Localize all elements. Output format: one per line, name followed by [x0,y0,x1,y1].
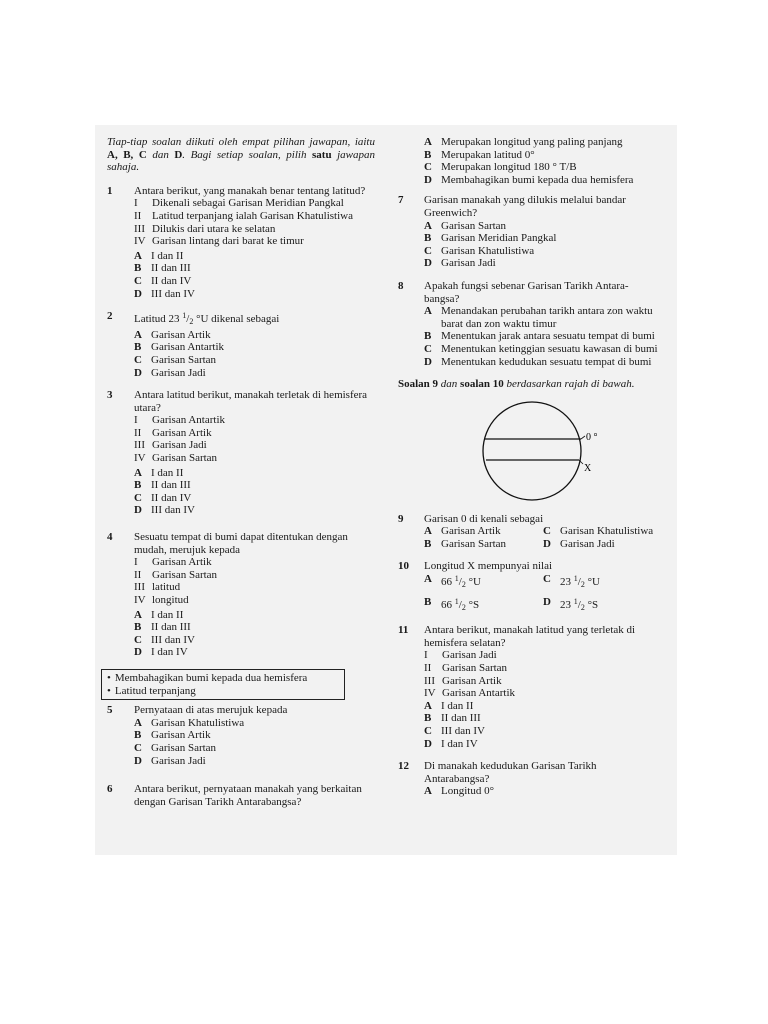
option-text: 23 $^1/_2$ °U [560,574,600,590]
answer-option[interactable] [134,262,375,275]
question-stem: Latitud 23 $^1/_2$ °U dikenal sebagai [134,311,280,327]
option-letter: D [424,173,432,186]
statement-text: Garisan Antartik [152,414,226,427]
question-8 [398,280,662,368]
option-text: II dan III [151,479,191,492]
question-6-options [398,136,662,186]
answer-option[interactable] [424,174,662,187]
statement-text: Garisan Sartan [152,452,218,465]
option-text: Garisan Khatulistiwa [441,244,535,257]
statement-numeral: I [134,197,138,210]
answer-option[interactable] [424,343,662,356]
statement [424,675,662,688]
question-number: 2 [107,310,113,323]
option-letter: D [543,537,551,550]
option-letter: C [134,353,142,366]
option-letter: D [543,595,551,608]
fraction-numerator: 1 [454,574,459,584]
fraction-numerator: 1 [573,574,578,584]
right-column [398,136,662,808]
statement-text: Garisan Artik [152,426,212,439]
instructions-dan: dan [152,148,169,161]
option-letter: A [424,136,432,148]
question-number: 10 [398,560,409,573]
option-letter: C [134,741,142,754]
option-letter: C [424,161,432,174]
instructions-text: Tiap-tiap soalan diikuti oleh empat pilihan jawapan, iaitu [107,136,375,148]
answer-option[interactable] [424,573,543,592]
statement [134,223,375,236]
option-letter: C [134,633,142,646]
question-stem: Garisan 0 di kenali sebagai [424,512,544,525]
answer-option[interactable] [134,492,375,505]
question-4 [107,531,375,659]
option-text: Garisan Khatulistiwa [560,525,654,538]
option-text: I dan II [441,699,474,712]
bullet-icon: • [107,671,111,684]
answer-option[interactable] [134,755,375,768]
statement-text: Dilukis dari utara ke selatan [152,222,276,235]
option-letter: C [134,274,142,287]
instructions-rest: . Bagi setiap soalan, pilih [182,148,307,161]
label-zero: 0 ° [586,431,598,443]
option-text: Membahagikan bumi kepada dua hemisfera [441,173,634,186]
left-column [107,136,375,818]
statement-text: Garisan Jadi [442,649,497,662]
option-text: Merupakan longitud 180 ° T/B [441,161,577,174]
statement [134,452,375,465]
diagram-instruction [398,378,662,391]
question-11 [398,624,662,750]
statement [134,594,375,607]
answer-option[interactable] [134,609,375,622]
option-row [424,573,662,592]
answer-option[interactable] [134,288,375,301]
instructions-satu: satu [312,148,332,161]
option-text: Menentukan jarak antara sesuatu tempat di bumi [441,330,655,343]
answer-option[interactable] [134,467,375,480]
statement-numeral: III [134,581,145,594]
question-stem: Garisan manakah yang dilukis melalui bandar Greenwich? [424,194,626,219]
option-text: Longitud 0° [441,785,494,798]
bullet-item [107,685,339,698]
answer-option[interactable] [424,220,662,233]
statement-numeral: IV [134,235,146,248]
answer-option[interactable] [134,634,375,647]
question-number: 11 [398,624,409,637]
statement-numeral: II [424,662,432,675]
option-text: Garisan Meridian Pangkal [441,232,557,245]
option-text: Garisan Artik [441,525,501,538]
option-letter: A [424,699,432,712]
answer-option[interactable] [134,742,375,755]
stem-text: Latitud 23 [134,313,180,326]
option-letter: A [424,305,432,318]
option-letter: A [134,249,142,262]
option-row [424,538,662,551]
statement [134,414,375,427]
option-text: Garisan Sartan [441,219,507,232]
option-text: Garisan Sartan [151,353,217,366]
option-letter: D [424,257,432,270]
bullet-text: Membahagikan bumi kepada dua hemisfera [114,671,308,684]
option-letter: C [424,244,432,257]
option-letter: A [424,219,432,232]
option-letter: D [424,737,432,750]
statement-numeral: III [424,674,435,687]
option-text: Garisan Artik [151,328,211,341]
bullet-item [107,672,339,685]
option-letter: D [134,754,142,767]
option-text: Garisan Jadi [441,257,496,270]
option-text: Menentukan ketinggian sesuatu kawasan di bumi [441,342,658,355]
value-whole: 23 [560,598,571,611]
option-letter: A [424,525,432,538]
question-number: 3 [107,389,113,402]
answer-option[interactable] [134,621,375,634]
question-number: 5 [107,704,113,717]
question-stem: Antara berikut, manakah latitud yang terletak di hemisfera selatan? [424,624,636,649]
option-text: Garisan Jadi [560,537,615,550]
statement [134,427,375,440]
option-letter: B [424,712,432,725]
question-number: 12 [398,760,409,773]
fraction-denominator: 2 [461,602,466,612]
heading-dan: dan [440,378,458,391]
option-letter: D [134,504,142,517]
question-stem: Antara berikut, yang manakah benar tentang latitud? [134,184,366,197]
option-letter: A [424,573,432,586]
question-number: 9 [398,512,404,525]
option-text: Garisan Antartik [151,341,225,354]
answer-option[interactable] [424,245,662,258]
statement [134,439,375,452]
option-text: I dan II [151,608,184,621]
fraction-numerator: 1 [454,596,459,606]
question-6 [107,783,375,808]
instructions-end: jawapan sahaja. [107,148,375,174]
statement [134,569,375,582]
option-letter: B [134,729,142,742]
question-12 [398,760,662,798]
question-stem: Di manakah kedudukan Garisan Tarikh Antarabangsa? [424,760,597,785]
option-letter: B [134,621,142,634]
statement-numeral: I [134,556,138,569]
option-text: II dan III [151,621,191,634]
option-letter: B [424,148,432,161]
statement-text: Garisan Sartan [442,662,508,675]
answer-option[interactable] [424,538,543,551]
heading-rest: berdasarkan rajah di bawah. [506,378,635,391]
globe-outline [483,402,581,500]
answer-option[interactable] [134,646,375,659]
question-stem: Apakah fungsi sebenar Garisan Tarikh Antara-bangsa? [424,279,629,305]
fraction-denominator: 2 [189,317,194,327]
question-stem: Pernyataan di atas merujuk kepada [134,704,288,717]
question-9 [398,513,662,551]
option-letter: A [424,785,432,798]
answer-option[interactable] [134,717,375,730]
question-2 [107,310,375,379]
option-row [424,596,662,615]
option-letter: C [424,725,432,737]
value-unit: °S [468,598,480,611]
statement-numeral: III [134,222,145,235]
statement [424,687,662,700]
heading-soalan-9: Soalan 9 [398,378,439,391]
answer-option[interactable] [424,257,662,270]
question-stem: Antara berikut, pernyataan manakah yang berkaitan dengan Garisan Tarikh Antarabangsa? [134,783,362,808]
option-letter: A [134,328,142,341]
statement-numeral: I [424,649,428,662]
statement-text: Latitud terpanjang ialah Garisan Khatulistiwa [152,209,353,222]
option-letter: D [134,366,142,379]
question-number: 7 [398,194,404,207]
answer-option[interactable] [424,305,662,330]
option-letter: B [424,330,432,343]
fraction-numerator: 1 [182,311,187,321]
question-10 [398,560,662,614]
option-letter: B [424,595,432,608]
statement [134,210,375,223]
answer-option[interactable] [424,161,662,174]
option-letter: C [134,491,142,504]
question-stem: Longitud X mempunyai nilai [424,560,553,573]
statement-box [101,669,345,700]
instructions [107,136,375,174]
statement-text: Garisan Artik [442,674,502,687]
bullet-icon: • [107,684,111,697]
answer-option[interactable] [424,136,662,149]
question-5 [107,704,375,767]
answer-option[interactable] [424,356,662,369]
option-letter: B [424,537,432,550]
answer-option[interactable] [134,250,375,263]
option-text: II dan IV [151,274,192,287]
option-text: Garisan Khatulistiwa [151,716,245,729]
statement [134,197,375,210]
answer-option[interactable] [134,479,375,492]
value-unit: °S [587,598,599,611]
stem-text: °U dikenal sebagai [196,313,280,326]
statement-numeral: IV [424,687,436,700]
answer-option[interactable] [424,785,662,798]
statement-text: longitud [152,594,189,606]
option-letter: C [543,525,551,538]
question-number: 8 [398,279,404,292]
statement-text: Garisan Artik [152,556,212,569]
option-text: 23 $^1/_2$ °S [560,596,599,612]
value-unit: °U [587,576,600,589]
value-whole: 23 [560,576,571,589]
statement-text: Garisan lintang dari barat ke timur [152,235,304,248]
label-x: X [584,462,592,474]
answer-option[interactable] [134,354,375,367]
option-letter: D [424,355,432,368]
statement-numeral: I [134,414,138,427]
statement [424,649,662,662]
question-number: 1 [107,184,113,197]
option-text: 66 $^1/_2$ °U [441,574,481,590]
answer-option[interactable] [424,725,662,738]
statement-text: latitud [152,581,181,594]
answer-option[interactable] [424,738,662,751]
statement [134,581,375,594]
statement-text: Garisan Jadi [152,439,207,452]
bullet-text: Latitud terpanjang [114,684,196,697]
answer-option[interactable] [134,367,375,380]
statement-numeral: IV [134,594,146,606]
answer-option[interactable] [424,330,662,343]
statement [134,556,375,569]
option-text: Merupakan latitud 0° [441,148,535,161]
option-text: I dan II [151,466,184,479]
statement-numeral: II [134,426,142,439]
statement-numeral: III [134,439,145,452]
option-text: 66 $^1/_2$ °S [441,596,480,612]
option-text: Menentukan kedudukan sesuatu tempat di bumi [441,355,652,368]
option-text: III dan IV [441,725,485,737]
option-text: III dan IV [151,504,195,517]
option-text: Merupakan longitud yang paling panjang [441,136,623,148]
question-stem: Sesuatu tempat di bumi dapat ditentukan dengan mudah, merujuk kepada [134,531,348,556]
instructions-letter-d: D [174,148,183,161]
answer-option[interactable] [424,700,662,713]
globe-diagram [398,401,662,501]
option-text: Garisan Sartan [151,741,217,754]
option-letter: B [134,262,142,275]
option-text: II dan III [151,262,191,275]
option-letter: C [424,342,432,355]
option-text: I dan II [151,249,184,262]
question-7 [398,194,662,270]
value-unit: °U [468,576,481,589]
answer-option[interactable] [424,149,662,162]
answer-option[interactable] [424,712,662,725]
fraction-denominator: 2 [580,602,585,612]
statement-text: Garisan Sartan [152,568,218,581]
option-letter: D [134,646,142,659]
statement [424,662,662,675]
answer-option[interactable] [134,275,375,288]
option-letter: B [134,341,142,354]
statement-numeral: II [134,209,142,222]
option-text: I dan IV [151,646,188,659]
fraction-denominator: 2 [461,580,466,590]
option-text: III dan IV [151,633,195,646]
leader-zero [581,436,585,439]
option-letter: D [134,287,142,300]
answer-option[interactable] [543,538,662,551]
option-text: III dan IV [151,287,195,300]
globe-svg [398,401,662,501]
option-text: I dan IV [441,737,478,750]
option-letter: A [134,466,142,479]
option-text: Garisan Sartan [441,537,507,550]
option-text: Garisan Jadi [151,754,206,767]
option-letter: A [134,716,142,729]
answer-option[interactable] [543,596,662,615]
answer-option[interactable] [543,525,662,538]
value-whole: 66 [441,576,452,589]
statement [134,235,375,248]
answer-option[interactable] [134,329,375,342]
question-number: 4 [107,531,113,544]
fraction-denominator: 2 [580,580,585,590]
question-stem: Antara latitud berikut, manakah terletak di hemisfera utara? [134,389,368,414]
statement-text: Dikenali sebagai Garisan Meridian Pangkal [152,197,344,210]
option-letter: C [543,573,551,586]
option-text: II dan IV [151,491,192,504]
option-row [424,525,662,538]
question-3 [107,389,375,517]
question-number: 6 [107,783,113,796]
option-text: II dan III [441,712,481,725]
statement-text: Garisan Antartik [442,687,516,700]
statement-numeral: IV [134,452,146,465]
instructions-letters: A, B, C [107,148,147,161]
heading-soalan-10: soalan 10 [460,378,504,391]
question-1 [107,185,375,300]
statement-numeral: II [134,568,142,581]
answer-option[interactable] [134,729,375,742]
answer-option[interactable] [134,341,375,354]
answer-option[interactable] [424,525,543,538]
option-text: Menandakan perubahan tarikh antara zon waktu barat dan zon waktu timur [441,305,653,330]
answer-option[interactable] [424,232,662,245]
option-letter: B [424,232,432,245]
value-whole: 66 [441,598,452,611]
answer-option[interactable] [543,573,662,592]
option-text: Garisan Artik [151,729,211,742]
option-letter: B [134,479,142,492]
fraction-numerator: 1 [573,596,578,606]
option-letter: A [134,608,142,621]
answer-option[interactable] [134,504,375,517]
answer-option[interactable] [424,596,543,615]
option-text: Garisan Jadi [151,366,206,379]
